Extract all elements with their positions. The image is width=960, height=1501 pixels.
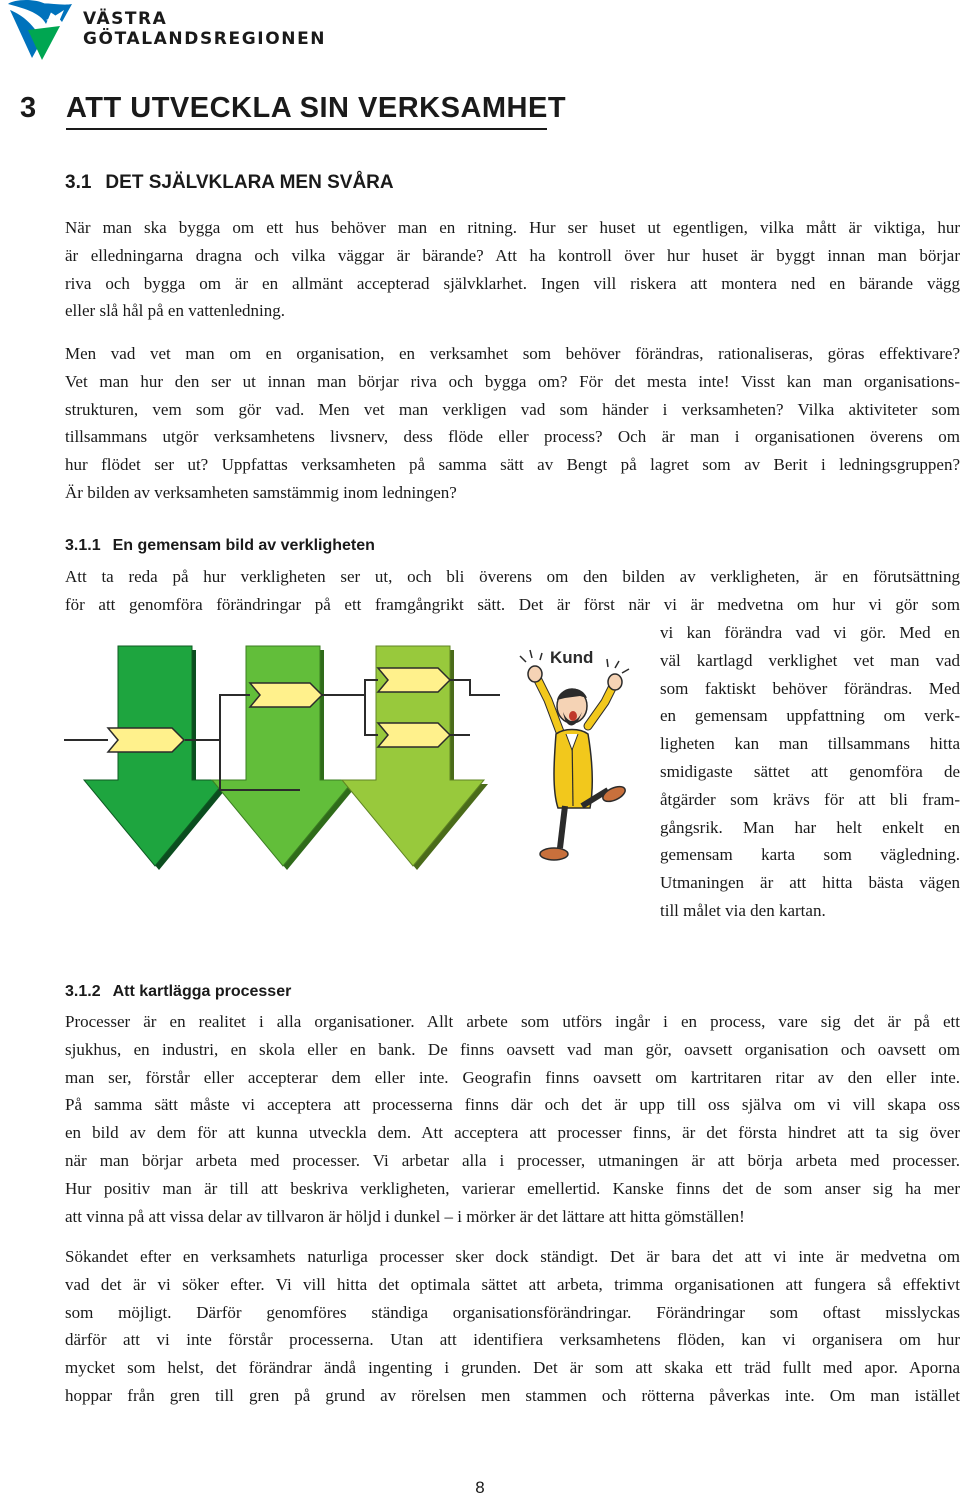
text-line: Hur positiv man är till att beskriva verkligheten, varierar emellertid. Kanske finns det de som anser sig ha mer	[65, 1178, 960, 1198]
paragraph-processes	[65, 1008, 960, 1230]
text-line: gångsrik. Man har helt enkelt en	[660, 817, 960, 837]
text-line: När man ska bygga om ett hus behöver man en ritning. Hur ser huset ut egentligen, vilka mått är viktiga, hur	[65, 218, 960, 237]
text-line: hoppar från gren till gren på grund av rörelsen men stammen och rötterna påverkas inte. Om man istället	[65, 1385, 960, 1405]
text-line: riva och bygga om är en allmänt accepterad självklarhet. Ingen vill riskera att montera ned en bärande vägg	[65, 273, 960, 293]
process-illustration-svg	[60, 640, 635, 880]
text-line: Processer är en realitet i alla organisationer. Allt arbete som utförs ingår i en process, vare sig det är på ett	[65, 1012, 960, 1031]
text-line: Sökandet efter en verksamhets naturliga processer sker dock ständigt. Det är bara det att vi inte är medvetna om	[65, 1247, 960, 1266]
subsection-heading-3-1-1	[65, 537, 375, 555]
paragraph-intro	[65, 214, 960, 325]
text-line: att vinna på att vissa delar av tillvaron är höljd i dunkel – i mörker är det lättare att hitta gömställen!	[65, 1206, 745, 1226]
text-line: På samma sätt måste vi acceptera att processerna finns där och det är upp till oss själva om vi vill skapa oss	[65, 1095, 960, 1115]
paragraph-organisation	[65, 340, 960, 507]
text-line: en gemensam uppfattning om verk-	[660, 706, 960, 726]
process-illustration	[60, 640, 635, 880]
text-line: sjukhus, en industri, en skola eller en bank. De finns oavsett vad man gör, oavsett organisation och oavsett om	[65, 1039, 960, 1059]
customer-figure-icon	[520, 650, 629, 860]
process-arrow-2	[212, 646, 358, 870]
text-line: tillsammans utgör verksamhetens livsnerv, dess flöde eller process? Och är man i organisationen överens om	[65, 427, 960, 447]
text-line: vad det är vi söker efter. Vi vill hitta det optimala sättet att arbeta, trimma organisationen att fungera så effektivt	[65, 1274, 960, 1294]
text-line: Att ta reda på hur verkligheten ser ut, och bli överens om den bilden av verkligheten, är en förutsättning	[65, 567, 960, 586]
paragraph-search	[65, 1243, 960, 1410]
text-line: strukturen, vem som gör vad. Men vet man verkligen vad som händer i verksamheten? Vilka aktiviteter som	[65, 399, 960, 419]
subsection-title: En gemensam bild av verkligheten	[112, 537, 375, 554]
text-line: Vet man hur den ser ut innan man börjar riva och bygga om? För det mesta inte! Visst kan man organisations-	[65, 371, 960, 391]
process-arrow-1	[84, 646, 230, 870]
subsection-heading-3-1-2	[65, 983, 291, 1001]
text-line: gemensam karta som vägledning.	[660, 845, 960, 865]
chapter-title: ATT UTVECKLA SIN VERKSAMHET	[66, 92, 567, 124]
subsection-number: 3.1.1	[65, 537, 101, 554]
text-line: en bild av dem för att kunna utveckla dem. Att acceptera att processer finns, är det första hindret att ta sig över	[65, 1123, 960, 1143]
text-line: åtgärder som krävs för att bli fram-	[660, 789, 960, 809]
text-line: väl kartlagd verklighet vet man vad	[660, 650, 960, 670]
customer-label: Kund	[550, 648, 594, 667]
section-number: 3.1	[65, 172, 92, 193]
vgr-logo-mark-icon	[6, 0, 82, 62]
process-step-box	[378, 668, 450, 692]
text-line: som faktiskt behöver förändras. Med	[660, 678, 960, 698]
text-line: till målet via den kartan.	[660, 900, 826, 920]
subsection-title: Att kartlägga processer	[112, 983, 292, 1000]
text-line: Men vad vet man om en organisation, en verksamhet som behöver förändras, rationaliseras, göras effektivare?	[65, 344, 960, 363]
section-title: DET SJÄLVKLARA MEN SVÅRA	[105, 172, 394, 193]
text-line: därför att vi inte förstår processerna. Utan att identifiera verksamhetens flöden, kan vi organisera om hur	[65, 1330, 960, 1350]
subsection-number: 3.1.2	[65, 983, 101, 1000]
text-line: som möjligt. Därför genomföres ständiga organisationsförändringar. Förändringar som oftast misslyckas	[65, 1302, 960, 1322]
text-line: hur flödet ser ut? Uppfattas verksamheten på samma sätt av Bengt på lagret som av Berit i ledningsgruppen?	[65, 455, 960, 475]
text-line: Är bilden av verksamheten samstämmig inom ledningen?	[65, 482, 457, 502]
text-line: vi kan förändra vad vi gör. Med en	[660, 623, 960, 642]
text-line: när man börjar arbeta med processer. Vi arbetar alla i processer, utmaningen är att börja arbeta med processer.	[65, 1150, 960, 1170]
section-heading	[65, 172, 394, 194]
text-line: Utmaningen är att hitta bästa vägen	[660, 873, 960, 893]
text-line: mycket som helst, det förändrar ändå ingenting i grunden. Det är som att skaka ett träd fullt med apor. Aporna	[65, 1358, 960, 1378]
text-line: smidigaste sättet att genomföra de	[660, 761, 960, 781]
vgr-logo	[6, 0, 327, 62]
paragraph-shared-picture	[65, 563, 960, 619]
text-line: är elledningarna dragna och vilka väggar är bärande? Att ha kontroll över hur huset är byggt innan man börjar	[65, 245, 960, 265]
chapter-number: 3	[20, 92, 37, 124]
text-line: ligheten kan man tillsammans hitta	[660, 734, 960, 754]
text-line: man ser, förstår eller accepterar dem eller inte. Geografin finns oavsett om kartritaren ritar av den eller inte.	[65, 1067, 960, 1087]
process-step-box	[378, 723, 450, 747]
page-number: 8	[475, 1478, 485, 1497]
logo-line-1: VÄSTRA	[83, 9, 168, 29]
logo-line-2: GÖTALANDSREGIONEN	[83, 29, 327, 49]
paragraph-shared-picture-side	[660, 619, 960, 925]
process-step-box	[250, 683, 322, 707]
chapter-underline	[66, 128, 547, 130]
process-step-box	[108, 728, 184, 752]
text-line: för att genomföra förändringar på ett framgångrikt sätt. Det är först när vi är medvetna om hur vi gör som	[65, 594, 960, 614]
vgr-logo-text	[83, 9, 326, 49]
text-line: eller slå hål på en vattenledning.	[65, 301, 285, 321]
